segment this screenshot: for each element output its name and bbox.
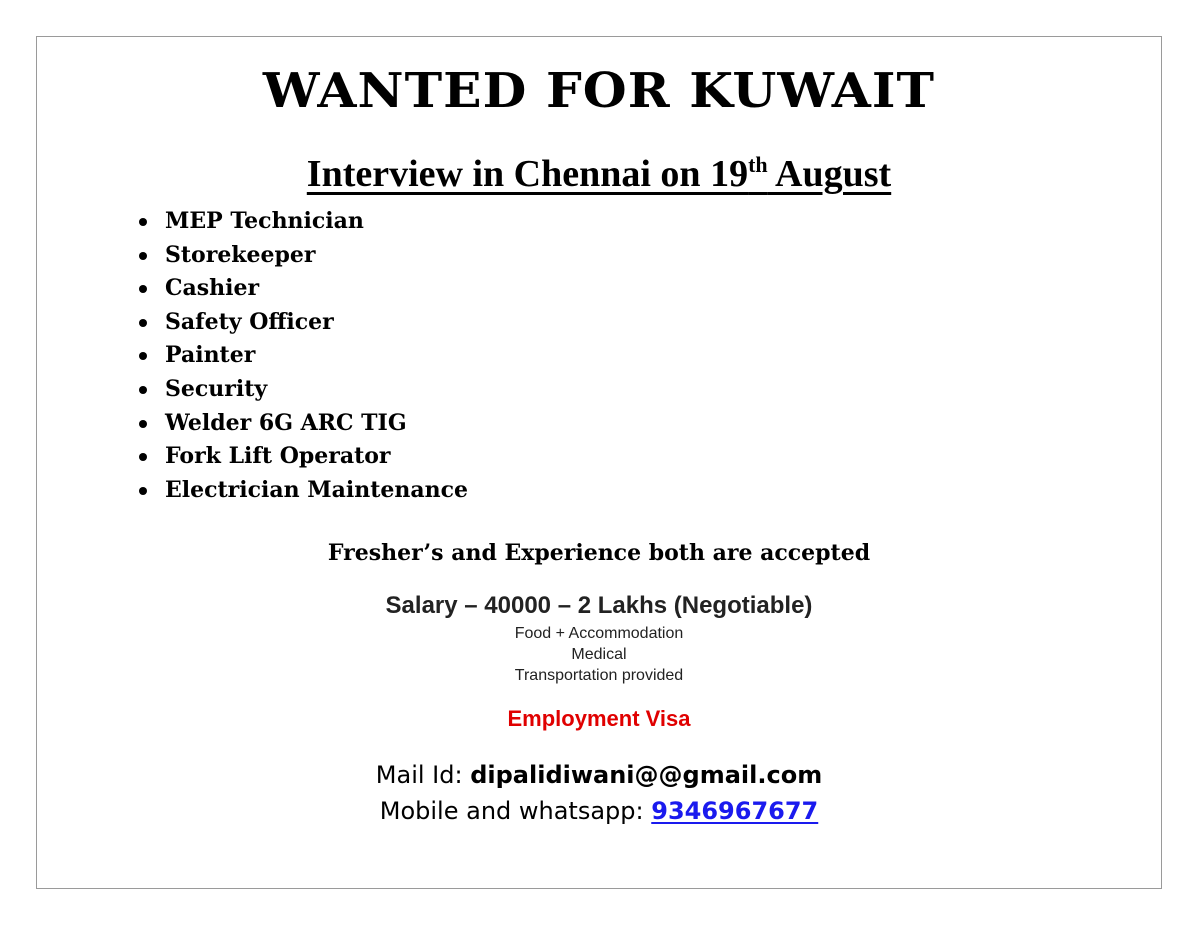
interview-month: August <box>767 153 892 195</box>
position-label: Safety Officer <box>165 308 334 335</box>
mail-contact <box>37 757 1161 793</box>
position-label: Storekeeper <box>165 241 316 268</box>
interview-date-prefix: Interview in Chennai on 19 <box>306 153 749 195</box>
position-label: Security <box>165 375 268 402</box>
bullet-icon <box>139 453 147 461</box>
mobile-label: Mobile and whatsapp: <box>379 797 652 825</box>
phone-number-link[interactable]: 9346967677 <box>651 797 819 825</box>
headline: WANTED FOR KUWAIT <box>262 63 936 119</box>
bullet-icon <box>139 285 147 293</box>
list-item <box>137 339 468 373</box>
position-label: Painter <box>165 342 256 369</box>
bullet-icon <box>139 420 147 428</box>
salary-line: Salary – 40000 – 2 Lakhs (Negotiable) <box>385 592 813 619</box>
interview-subheading-text <box>307 153 891 195</box>
eligibility-note: Fresher’s and Experience both are accepted <box>327 540 871 566</box>
benefit-food-accommodation: Food + Accommodation <box>514 625 684 642</box>
bullet-icon <box>139 487 147 495</box>
list-item <box>137 373 468 407</box>
mail-label: Mail Id: <box>375 761 471 789</box>
list-item <box>137 239 468 273</box>
interview-subheading <box>37 151 1161 197</box>
list-item <box>137 407 468 441</box>
bullet-icon <box>139 252 147 260</box>
position-label: Cashier <box>165 275 260 302</box>
bullet-icon <box>139 218 147 226</box>
position-label: Electrician Maintenance <box>165 476 469 503</box>
bullet-icon <box>139 352 147 360</box>
bullet-icon <box>139 386 147 394</box>
list-item <box>137 474 468 508</box>
mail-address: dipalidiwani@@gmail.com <box>470 761 823 789</box>
benefit-medical: Medical <box>571 646 627 663</box>
mobile-contact <box>37 793 1161 829</box>
bullet-icon <box>139 319 147 327</box>
visa-type: Employment Visa <box>507 706 691 731</box>
position-label: Welder 6G ARC TIG <box>165 409 407 436</box>
position-label: MEP Technician <box>165 208 364 234</box>
list-item <box>137 440 468 474</box>
job-advertisement-page <box>36 36 1162 889</box>
positions-list <box>137 205 468 507</box>
list-item <box>137 306 468 340</box>
benefit-transportation: Transportation provided <box>514 667 684 684</box>
list-item <box>137 272 468 306</box>
ordinal-suffix: th <box>748 152 768 177</box>
list-item <box>137 205 468 239</box>
position-label: Fork Lift Operator <box>165 443 391 470</box>
